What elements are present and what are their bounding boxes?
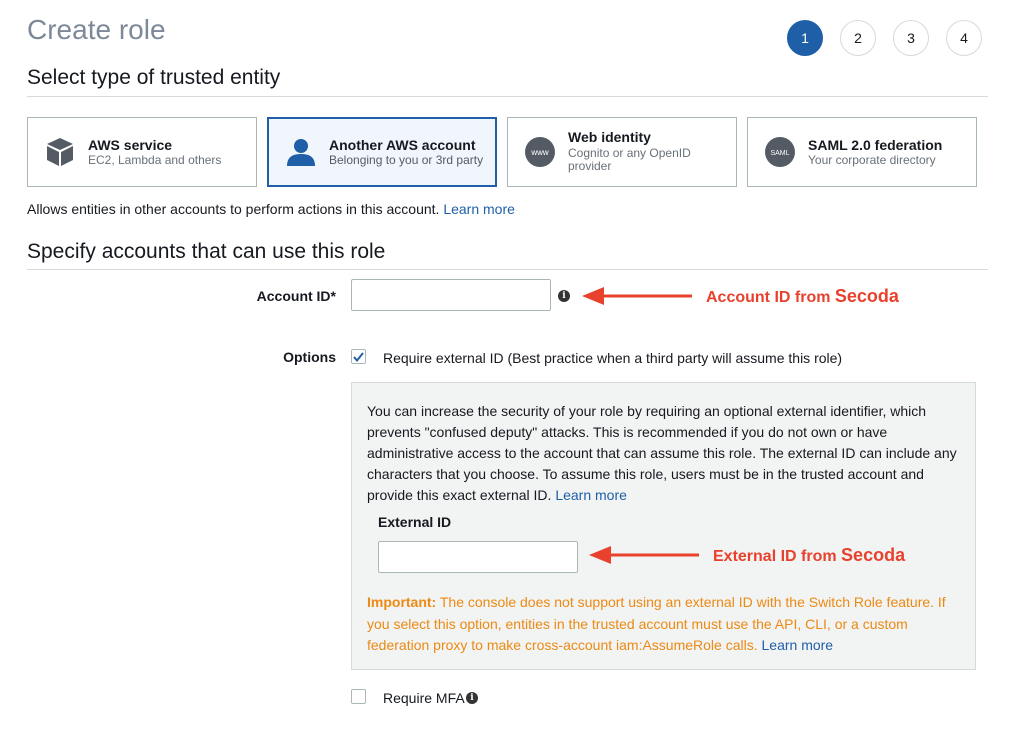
require-external-id-checkbox[interactable] (351, 349, 366, 364)
cube-icon (44, 136, 76, 168)
learn-more-link[interactable]: Learn more (555, 487, 627, 503)
divider (27, 96, 988, 97)
entity-description-text: Allows entities in other accounts to perform actions in this account. (27, 201, 440, 217)
step-2[interactable]: 2 (840, 20, 876, 56)
www-icon-text: www (531, 148, 549, 157)
external-id-explanation (367, 401, 967, 506)
card-title: Another AWS account (329, 137, 476, 153)
card-web-identity[interactable] (507, 117, 737, 187)
annotation-prefix: External ID from (713, 548, 837, 565)
require-mfa-label: Require MFA (383, 690, 465, 706)
step-1[interactable]: 1 (787, 20, 823, 56)
learn-more-link[interactable]: Learn more (443, 201, 515, 217)
step-4[interactable]: 4 (946, 20, 982, 56)
arrow-icon (580, 284, 695, 308)
card-aws-service[interactable] (27, 117, 257, 187)
external-id-panel (351, 382, 976, 670)
account-id-input[interactable] (351, 279, 551, 311)
arrow-icon (587, 543, 702, 567)
card-subtitle: Cognito or any OpenID provider (568, 146, 691, 173)
trusted-entity-heading: Select type of trusted entity (27, 66, 281, 89)
card-title: AWS service (88, 137, 173, 153)
card-title: Web identity (568, 129, 651, 145)
annotation-prefix: Account ID from (706, 289, 831, 306)
divider (27, 269, 988, 270)
annotation-brand: Secoda (841, 545, 906, 565)
card-subtitle: EC2, Lambda and others (88, 153, 222, 167)
card-another-aws-account[interactable] (267, 117, 497, 187)
external-id-annotation (713, 545, 905, 566)
card-saml-federation[interactable] (747, 117, 977, 187)
external-id-input[interactable] (378, 541, 578, 573)
user-icon (285, 136, 317, 168)
entity-cards (27, 117, 977, 187)
step-3[interactable]: 3 (893, 20, 929, 56)
info-icon[interactable]: i (558, 290, 570, 302)
important-label: Important: (367, 594, 437, 610)
info-icon[interactable]: i (466, 692, 478, 704)
explanation-text: You can increase the security of your role by requiring an optional external identifier, which prevents "confused deputy" attacks. This is recommended if you do not own or have administrative access to the account that can assume this role. The external ID can include any characters that you choose. To assume this role, users must be in the trusted account and provide this exact external ID. (367, 403, 957, 503)
entity-description (27, 201, 515, 217)
important-text: The console does not support using an external ID with the Switch Role feature. If you select this option, entities in the trusted account must use the API, CLI, or a custom federation proxy to make cross-account iam:AssumeRole calls. (367, 594, 946, 653)
options-label: Options (283, 349, 336, 365)
account-id-annotation (706, 286, 899, 307)
annotation-brand: Secoda (834, 286, 899, 306)
accounts-heading: Specify accounts that can use this role (27, 240, 386, 263)
important-warning (367, 592, 967, 657)
card-title: SAML 2.0 federation (808, 137, 943, 153)
require-mfa-checkbox[interactable] (351, 689, 366, 704)
saml-icon (764, 136, 796, 168)
require-external-id-label: Require external ID (Best practice when a third party will assume this role) (383, 350, 843, 366)
card-subtitle: Your corporate directory (808, 153, 936, 167)
learn-more-link[interactable]: Learn more (761, 637, 834, 653)
check-icon (353, 352, 364, 362)
account-id-label: Account ID* (256, 288, 336, 304)
saml-icon-text: SAML (770, 150, 790, 157)
external-id-label: External ID (378, 514, 452, 530)
card-subtitle: Belonging to you or 3rd party (329, 153, 484, 167)
www-icon (524, 136, 556, 168)
page-title: Create role (27, 14, 166, 45)
step-indicator (787, 20, 982, 56)
